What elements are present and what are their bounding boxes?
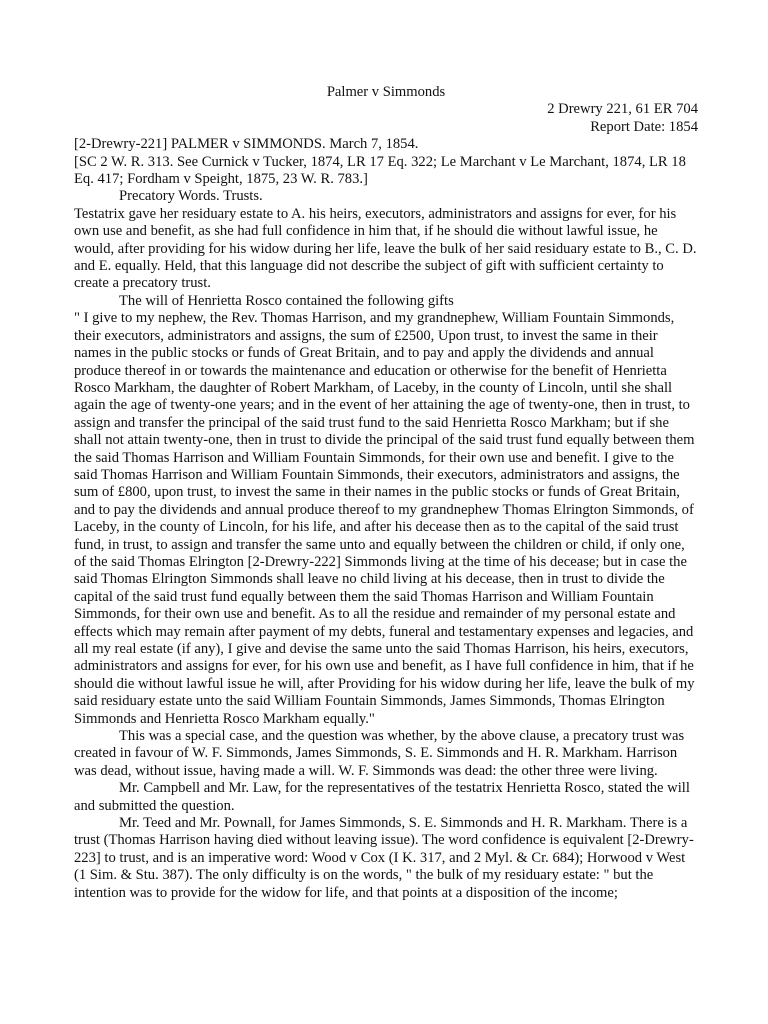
will-intro: The will of Henrietta Rosco contained the following gifts (119, 292, 454, 309)
headnote: Testatrix gave her residuary estate to A. his heirs, executors, administrators and assigns for ever, for his own use and benefit, as she had full confidence in him that, if he should die without lawful issue, he would, after providing for his widow during her life, leave the bulk of her said residuary estate to B., C. D. and E. equally. Held, that this language did not describe the subject of gift with sufficient certainty to create a precatory trust. (74, 205, 697, 292)
document-title: Palmer v Simmonds (326, 84, 446, 100)
case-heading: [2-Drewry-221] PALMER v SIMMONDS. March 7, 1854. (74, 136, 419, 153)
document-page (74, 84, 698, 902)
report-date: Report Date: 1854 (590, 118, 698, 135)
will-quotation: " I give to my nephew, the Rev. Thomas Harrison, and my grandnephew, William Fountain Simmonds, their executors, administrators and assigns, the sum of £2500, Upon trust, to invest the same in their names in the public stocks or funds of Great Britain, and to pay and apply the dividends and annual produce thereof in or towards the maintenance and education or otherwise for the benefit of Henrietta Rosco Markham, the daughter of Robert Markham, of Laceby, in the county of Lincoln, until she shall again the age of twenty-one years; and in the event of her attaining the age of twenty-one, then in trust, to assign and transfer the principal of the said trust fund to the said Henrietta Rosco Markham; but if she shall not attain twenty-one, then in trust to divide the principal of the said trust fund equally between them the said Thomas Harrison and William Fountain Simmonds, for their own use and benefit. I give to the said Thomas Harrison and William Fountain Simmonds, their executors, administrators and assigns, the sum of £800, upon trust, to invest the same in their names in the public stocks or funds of Great Britain, and to pay the dividends and annual produce thereof to my grandnephew Thomas Elrington Simmonds, of Laceby, in the county of Lincoln, for his life, and after his decease then as to the capital of the said trust fund, in trust, to assign and transfer the same unto and equally between the children or child, if only one, of the said Thomas Elrington [2-Drewry-222] Simmonds living at the time of his decease; but in case the said Thomas Elrington Simmonds shall leave no child living at his decease, then in trust to divide the capital of the said trust fund equally between them the said Thomas Harrison and William Fountain Simmonds, for their own use and benefit. As to all the residue and remainder of my personal estate and effects which may remain after payment of my debts, funeral and testamentary expenses and legacies, and all my real estate (if any), I give and devise the same unto the said Thomas Harrison, his heirs, executors, administrators and assigns for ever, for his own use and benefit, as I have full confidence in him, that if he should die without lawful issue he will, after Providing for his widow during her life, leave the bulk of my said residuary estate unto the said William Fountain Simmonds, James Simmonds, Thomas Elrington Simmonds and Henrietta Rosco Markham equally." (74, 310, 695, 727)
counsel-paragraph: Mr. Campbell and Mr. Law, for the representatives of the testatrix Henrietta Rosco, stated the will and submitted the question. (74, 780, 690, 814)
case-references: [SC 2 W. R. 313. See Curnick v Tucker, 1874, LR 17 Eq. 322; Le Marchant v Le Marchant, 1874, LR 18 Eq. 417; Fordham v Speight, 1875, 23 W. R. 783.] (74, 153, 686, 188)
argument-paragraph: Mr. Teed and Mr. Pownall, for James Simmonds, S. E. Simmonds and H. R. Markham. There is a trust (Thomas Harrison having died without leaving issue). The word confidence is equivalent [2-Drewry-223] to trust, and is an imperative word: Wood v Cox (I K. 317, and 2 Myl. & Cr. 684); Horwood v West (1 Sim. & Stu. 387). The only difficulty is on the words, " the bulk of my residuary estate: " but the intention was to provide for the widow for life, and that points at a disposition of the income; (74, 815, 694, 901)
special-case-paragraph: This was a special case, and the question was whether, by the above clause, a precatory trust was created in favour of W. F. Simmonds, James Simmonds, S. E. Simmonds and H. R. Markham. Harrison was dead, without issue, having made a will. W. F. Simmonds was dead: the other three were living. (74, 728, 685, 779)
subject-heading: Precatory Words. Trusts. (119, 188, 263, 205)
citation: 2 Drewry 221, 61 ER 704 (547, 101, 698, 118)
